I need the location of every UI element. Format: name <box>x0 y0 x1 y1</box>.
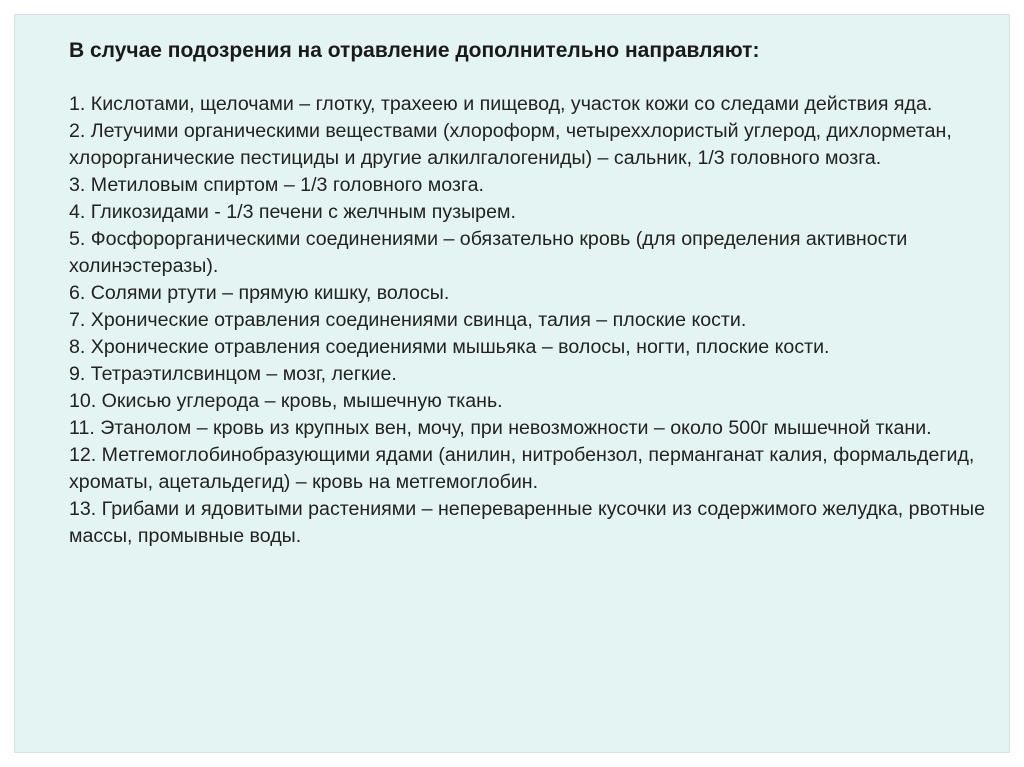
list-item: 13. Грибами и ядовитыми растениями – непереваренные кусочки из содержимого желудка, рвотные массы, промывные воды. <box>69 498 986 547</box>
list-item: 3. Метиловым спиртом – 1/3 головного мозга. <box>69 174 484 196</box>
slide-title: В случае подозрения на отравление дополнительно направляют: <box>69 39 760 62</box>
list-item: 2. Летучими органическими веществами (хлороформ, четыреххлористый углерод, дихлорметан, хлорорганические пестициды и другие алкилгалогениды) – сальник, 1/3 головного мозга. <box>69 120 952 169</box>
list-item: 11. Этанолом – кровь из крупных вен, мочу, при невозможности – около 500г мышечной ткани. <box>69 417 932 439</box>
list-item: 9. Тетраэтилсвинцом – мозг, легкие. <box>69 363 397 385</box>
list-item: 5. Фосфорорганическими соединениями – обязательно кровь (для определения активности холинэстеразы). <box>69 228 908 277</box>
list-item: 7. Хронические отравления соединениями свинца, талия – плоские кости. <box>69 309 747 331</box>
list-item: 1. Кислотами, щелочами – глотку, трахеею и пищевод, участок кожи со следами действия яда. <box>69 93 933 115</box>
slide-panel <box>14 14 1010 753</box>
list-item: 10. Окисью углерода – кровь, мышечную ткань. <box>69 390 503 412</box>
list-item: 12. Метгемоглобинобразующими ядами (анилин, нитробензол, перманганат калия, формальдегид, хроматы, ацетальдегид) – кровь на метгемоглобин. <box>69 444 975 493</box>
list-item: 4. Гликозидами - 1/3 печени с желчным пузырем. <box>69 201 516 223</box>
list-item: 6. Солями ртути – прямую кишку, волосы. <box>69 282 450 304</box>
list-item: 8. Хронические отравления соедиениями мышьяка – волосы, ногти, плоские кости. <box>69 336 830 358</box>
poisoning-list <box>69 91 989 550</box>
slide-content <box>69 37 989 550</box>
